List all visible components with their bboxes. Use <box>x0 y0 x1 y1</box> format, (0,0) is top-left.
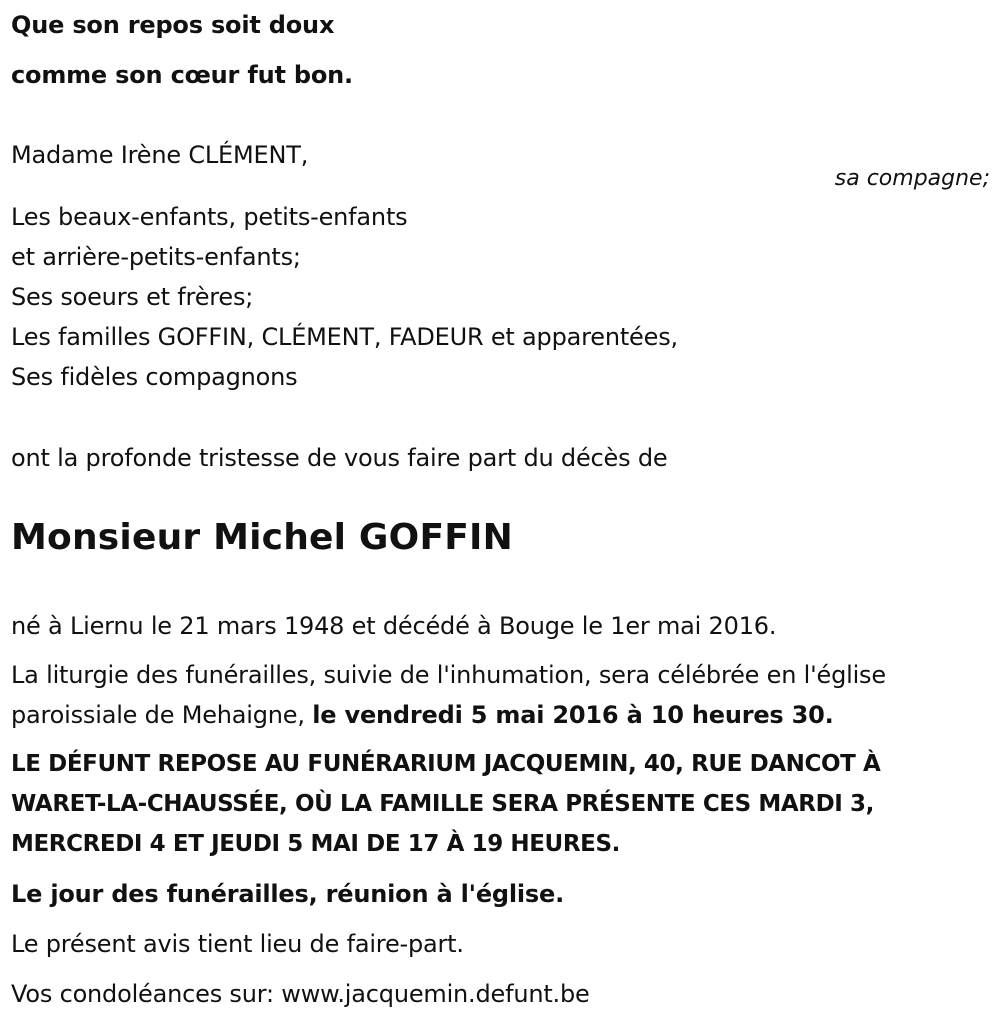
liturgy-line-2 <box>11 700 834 730</box>
funerarium-line-2: WARET-LA-CHAUSSÉE, OÙ LA FAMILLE SERA PRÉSENTE CES MARDI 3, <box>11 791 874 817</box>
notice-text: Le présent avis tient lieu de faire-part. <box>11 930 464 958</box>
partner-relation: sa compagne; <box>834 166 990 191</box>
partner-name: Madame Irène CLÉMENT, <box>11 141 309 169</box>
family-line-2: et arrière-petits-enfants; <box>11 243 301 271</box>
family-line-1: Les beaux-enfants, petits-enfants <box>11 203 408 231</box>
family-line-3: Ses soeurs et frères; <box>11 283 254 311</box>
liturgy-line-1: La liturgie des funérailles, suivie de l'inhumation, sera célébrée en l'église <box>11 661 886 689</box>
liturgy-place: paroissiale de Mehaigne, <box>11 701 305 729</box>
family-line-4: Les familles GOFFIN, CLÉMENT, FADEUR et apparentées, <box>11 323 678 351</box>
funerarium-line-3: MERCREDI 4 ET JEUDI 5 MAI DE 17 À 19 HEURES. <box>11 831 620 857</box>
epigraph-line-1: Que son repos soit doux <box>11 11 335 39</box>
announcement-text: ont la profonde tristesse de vous faire part du décès de <box>11 444 668 472</box>
condolences-text: Vos condoléances sur: www.jacquemin.defunt.be <box>11 980 590 1008</box>
birth-death-text: né à Liernu le 21 mars 1948 et décédé à Bouge le 1er mai 2016. <box>11 612 777 640</box>
liturgy-date-time: le vendredi 5 mai 2016 à 10 heures 30. <box>312 701 834 729</box>
epigraph-line-2: comme son cœur fut bon. <box>11 61 353 89</box>
family-line-5: Ses fidèles compagnons <box>11 363 298 391</box>
deceased-name: Monsieur Michel GOFFIN <box>11 517 513 558</box>
funerarium-line-1: LE DÉFUNT REPOSE AU FUNÉRARIUM JACQUEMIN, 40, RUE DANCOT À <box>11 751 881 777</box>
meeting-text: Le jour des funérailles, réunion à l'église. <box>11 880 565 908</box>
